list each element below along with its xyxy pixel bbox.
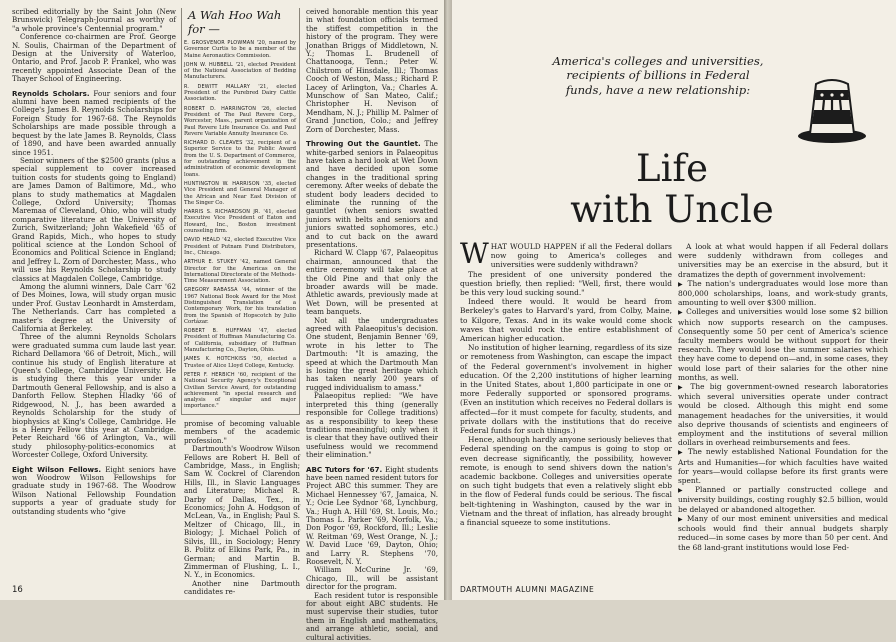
paragraph: Not all the undergraduates agreed with Palaeopitus's decision. One student, Benjamin Benner '69, wrote in his letter to The Dartmouth: "It is amazing, the speed at which the Dartmouth Man is losing the great heritage which has taken nearly 200 years of rugged individualism to amass." (306, 315, 438, 392)
paragraph: Hence, although hardly anyone seriously believes that Federal spending on the campus is going to stop or even decrease significantly, the possibility, however remote, is enough to send shivers down the nation's academic backbone. Colleges and universities operate on such tight budgets that even a relatively slight ebb in the flow of Federal funds could be serious. The fiscal belt-tightening in Washington, caused by the war in Vietnam and the threat of inflation, has already brought a financial squeeze to some institutions. (460, 435, 672, 528)
paragraph-text: Eight seniors have won Woodrow Wilson Fellowships for graduate study in 1967-68. The Woodrow Wilson National Fellowship Foundation supports a year of graduate study for outstanding students who "give (12, 464, 176, 516)
honoree-citation: '26, elected President of The Paul Revere Corp., Worcester, Mass., parent organization of Paul Revere Life Insurance Co. and Paul Revere Variable Annuity Insurance Co. (184, 105, 296, 137)
right-page-column-2 (678, 242, 888, 582)
paragraph: Senior winners of the $2500 grants (plus a special supplement to cover increased tuition costs for students going to England) are James Damon of Baltimore, Md., who plans to study mathematics at Magdalen College, Oxford University; Thomas Maremaa of Cleveland, Ohio, who will study comparative literature at the University of Zurich, Switzerland; John Wakefield '65 of Grand Rapids, Mich., who hopes to study political science at the London School of Economics and Political Science in England; and Jeffrey L. Zorn of Dorchester, Mass., who will use his Reynolds Scholarship to study classics at Magdalen College, Cambridge. (12, 155, 176, 283)
honoree-citation: '21, elected President of the National Association of Bedding Manufacturers. (184, 61, 296, 81)
paragraph: A look at what would happen if all Federal dollars were suddenly withdrawn from colleges and universities may be an exercise in the absurd, but it dramatizes the depth of government involvement: (678, 242, 888, 279)
title-line-2: with Uncle (570, 188, 774, 231)
page-number: 16 (12, 585, 23, 595)
book-gutter (444, 0, 452, 600)
bullet-item (678, 307, 888, 382)
triangle-bullet-icon: ▶ (678, 384, 691, 392)
paragraph (12, 466, 176, 516)
sidebar-entry (184, 62, 296, 81)
triangle-bullet-icon: ▶ (678, 280, 688, 288)
paragraph: Another nine Dartmouth candidates re- (184, 578, 300, 597)
honoree-citation: '32, recipient of a Superior Service to the Public Award from the U. S. Department of Commerce, for outstanding achievement in the administration of economic development loans. (184, 140, 296, 178)
bullet-item (678, 447, 888, 485)
run-in-heading: Eight Wilson Fellows. (12, 464, 102, 474)
honoree-name: HUNTINGTON W. HARRISON (184, 180, 260, 187)
triangle-bullet-icon: ▶ (678, 449, 688, 457)
paragraph: Palaeopitus replied: "We have interpreted this thing (generally responsible for College traditions) as a responsibility to keep these traditions meaningful; only when it is clear that they have outlived their usefulness would we recommend their elimination." (306, 391, 438, 460)
paragraph: promise of becoming valuable members of the academic profession." (184, 419, 300, 445)
bullet-list (678, 279, 888, 552)
sidebar-entry (184, 287, 296, 325)
right-page-column-1 (460, 237, 672, 582)
sidebar-title: A Wah Hoo Wah for — (188, 8, 282, 36)
sidebar-entry (184, 40, 296, 59)
honoree-name: ROBERT D. HARRINGTON (184, 105, 257, 112)
bullet-text: The nation's undergraduates would lose more than 800,000 scholarships, loans, and work-study grants, amounting to well over $300 million. (678, 278, 888, 308)
run-in-heading: Reynolds Scholars. (12, 88, 90, 98)
paragraph: Each resident tutor is responsible for about eight ABC students. He must supervise their studies, tutor them in English and mathematics, and arrange athletic, social, and cultural activities. (306, 590, 438, 642)
sidebar-entry (184, 259, 296, 284)
honoree-name: HARRIS S. RICHARDSON JR. (184, 209, 261, 216)
paragraph (306, 466, 438, 567)
paragraph: Richard W. Clapp '67, Palaeopitus chairman, announced that the entire ceremony will take place at the Old Pine and that only the broader awards will be made. Athletic awards, previously made at Wet Down, will be presented at team banquets. (306, 248, 438, 317)
honoree-name: ROBERT B. HUFFMAN (184, 328, 252, 335)
sidebar-entry (184, 237, 296, 256)
honoree-name: ARTHUR E. STUKEY (184, 259, 238, 266)
left-page (0, 0, 444, 642)
sidebar-entry (184, 356, 296, 369)
paragraph: Conference co-chairmen are Prof. George N. Soulis, Chairman of the Department of Design at the University of Waterloo, Ontario, and Prof. Jacob P. Frankel, who was recently appointed Associate Dean of the Thayer School of Engineering. (12, 32, 176, 84)
sidebar-rule-right (299, 8, 300, 414)
sidebar-entry (184, 140, 296, 178)
article-deck: America's colleges and universities, recipients of billions in Federal funds, have a new relationship: (552, 54, 764, 97)
bullet-text: The newly established National Foundation for the Arts and Humanities—for which faculties have waited for years—would collapse before its first grants were spent. (678, 447, 888, 486)
bullet-text: Colleges and universities would lose some $2 billion which now supports research on the campuses. Consequently some 50 per cent of America's science faculty members would be without support for their research. They would lose the summer salaries which they have come to depend on—and, in some cases, they would lose part of their salaries for the other nine months, as well. (678, 307, 888, 382)
run-in-heading: Throwing Out the Gauntlet. (306, 139, 421, 149)
run-in-heading: ABC Tutors for '67. (306, 464, 383, 474)
bullet-text: Planned or partially constructed college and university buildings, costing roughly $2.5 billion, would be delayed or abandoned altogether. (678, 485, 888, 514)
paragraph (306, 140, 438, 249)
paragraph: The president of one university pondered the question briefly, then replied: "Well, first, there would be this very loud sucking sound." (460, 269, 672, 298)
left-page-column-1 (12, 8, 176, 582)
paragraph (12, 90, 176, 157)
honoree-name: E. GROSVENOR PLOWMAN (184, 40, 255, 46)
triangle-bullet-icon: ▶ (678, 487, 696, 495)
honoree-citation: '41, elected Executive Vice President of Eaton and Howard, Inc., Boston investment counseling firm. (184, 209, 296, 235)
paragraph-text: Four seniors and four alumni have been named recipients of the College's James B. Reynolds Scholarships for Foreign Study for 1967-68. The Reynolds Scholarships are made possible through a bequest by the late James B. Reynolds, Class of 1890, and have been awarded annually since 1951. (12, 88, 176, 157)
right-page (452, 0, 896, 600)
sidebar-entry (184, 328, 296, 353)
honoree-name: GREGORY RABASSA (184, 287, 238, 294)
triangle-bullet-icon: ▶ (678, 515, 687, 523)
honoree-citation: '50, elected a Trustee of Alice Lloyd College, Kentucky. (184, 356, 296, 369)
paragraph: Dartmouth's Woodrow Wilson Fellows are Robert H. Bell of Cambridge, Mass., in English; Sam W. Cockrel of Clarendon Hills, Ill., in Slavic Languages and Literature; Michael R. Darby of Dallas, Tex., in Economics; John A. Hodgson of McLean, Va., in English; Paul S. Meltzer of Chicago, Ill., in Biology; J. Michael Polich of Silvis, Ill., in Sociology; Henry B. Politz of Elkins Park, Pa., in German; and Martin B. Zimmerman of Flushing, L. I., N. Y., in Economics. (184, 444, 300, 580)
honoree-citation: '20, named by Governor Curtis to be a member of the Maine Aeronautics Commission. (184, 40, 296, 59)
paragraph: No institution of higher learning, regardless of its size or remoteness from Washington, can escape the impact of the Federal government's involvement in higher education. Of the 2,200 institutions of higher learning in the United States, about 1,800 participate in one or more Federally supported or sponsored programs. (Even an institution which receives no Federal dollars is affected—for it must compete for faculty, students, and private dollars with the institutions that do receive Federal funds for such things.) (460, 343, 672, 436)
bullet-text: The big government-owned research laboratories which several universities operate under contract would be closed. Although this might end some management headaches for the universities, it would also deprive thousands of scientists and engineers of employment and the institutions of several million dollars in overhead reimbursements and fees. (678, 382, 888, 448)
sidebar-entry (184, 372, 296, 410)
paragraph: ceived honorable mention this year in what foundation officials termed the stiffest competition in the history of the program. They were Jonathan Briggs of Middletown, N. Y.; Thomas L. Brudenell of Chattanooga, Tenn.; Peter W. Chilstrom of Hinsdale, Ill.; Thomas Cooch of Weston, Mass.; Richard P. Lacey of Arlington, Va.; Charles A. Munschow of San Mateo, Calif.; Christopher H. Nevison of Mendham, N. J.; Phillip M. Palmer of Grand Junction, Colo.; and Jeffrey Zorn of Dorchester, Mass. (306, 7, 438, 134)
sidebar-entry (184, 106, 296, 137)
honoree-name: JOHN W. HUBBELL (184, 61, 233, 68)
honoree-citation: '35, elected Vice President and General Manager of the African and Near East Division of The Singer Co. (184, 180, 296, 206)
bullet-item (678, 382, 888, 447)
honoree-citation: '21, elected President of the Purebred Dairy Cattle Association. (184, 83, 296, 103)
honoree-citation: '42, elected Executive Vice President of Putnam Fund Distributors, Inc., Chicago. (184, 237, 296, 256)
honoree-citation: '44, winner of the 1967 National Book Award for the Most Distinguished Translation of a Contemporary Work, for his translation from the Spanish of Hopscotch by Julio Cortázar. (184, 287, 296, 325)
honoree-name: PETER F. HERBICH (184, 371, 235, 378)
magazine-footer: DARTMOUTH ALUMNI MAGAZINE (460, 585, 595, 594)
honoree-citation: '60, recipient of the National Security Agency's Exceptional Civilian Service Award, for outstanding achievement "in special research and analysis of singular and major importance." (184, 371, 296, 410)
paragraph (460, 237, 672, 270)
sidebar-entry (184, 84, 296, 103)
title-line-1: Life (636, 147, 708, 190)
bullet-text: Many of our most eminent universities and medical schools would find their annual budgets sharply reduced—in some cases by more than 50 per cent. And the 68 land-grant institutions would lose Fed- (678, 513, 889, 552)
paragraph: William McCurine Jr. '69, Chicago, Ill., will be assistant director for the program. (306, 565, 438, 592)
sidebar-rule-left (181, 8, 182, 414)
sidebar-list (184, 40, 296, 410)
honoree-citation: '47, elected President of Huffman Manufacturing Co. of California, subsidiary of Huffman Manufacturing Co., Dayton, Ohio. (184, 328, 296, 354)
article-title (562, 148, 782, 230)
paragraph-text: Eight students have been named resident tutors for Project ABC this summer. They are Michael Hennessey '67, Jamaica, N. Y.; Ocie Lee Sydnor '68, Lynchburg, Va.; Hugh A. Hill '69, St. Louis, Mo.; Thomas L. Parker '69, Norfolk, Va.; Don Pogor '69, Rockford, Ill.; Leslie W. Reitman '69, West Orange, N. J.; W. David Luce '69, Dayton, Ohio; and Larry R. Stephens '70, Roosevelt, N. Y. (306, 464, 438, 566)
paragraph: Indeed there would. It would be heard from Berkeley's gates to Harvard's yard, from Colby, Maine, to Kilgore, Texas. And in its wake would come shock waves that would rock the entire establishment of American higher education. (460, 297, 672, 344)
honoree-citation: '42, named General Director for the Americas on the International Directorate of the Methods-Time Measurement Association. (184, 259, 296, 285)
uncle-sam-hat-emblem-icon (794, 70, 870, 146)
sidebar-entry (184, 181, 296, 206)
triangle-bullet-icon: ▶ (678, 309, 687, 317)
wah-hoo-wah-sidebar (184, 8, 296, 414)
sidebar-rule-bottom (181, 414, 300, 415)
honoree-name: R. DEWITT MALLARY (184, 83, 251, 90)
paragraph: scribed editorially by the Saint John (New Brunswick) Telegraph-Journal as worthy of "a whole province's Centennial program." (12, 7, 176, 33)
honoree-name: JAMES K. HOTCHKISS (184, 356, 247, 363)
paragraph-text: The white-garbed seniors in Palaeopitus have taken a hard look at Wet Down and have decided upon some changes in the traditional spring ceremony. After weeks of debate the student body leaders decided to eliminate the running of the gauntlet (when seniors swatted juniors with belts and seniors and juniors swatted sophomores, etc.) and to cut back on the award presentations. (306, 139, 438, 249)
sidebar-entry (184, 209, 296, 234)
left-page-column-3 (306, 7, 438, 642)
bullet-item (678, 514, 888, 552)
bullet-item (678, 485, 888, 514)
honoree-name: RICHARD D. CLEAVES (184, 140, 243, 147)
bullet-item (678, 279, 888, 308)
left-page-column-2-bottom (184, 419, 300, 597)
paragraph-text: if all the Federal dollars now going to America's colleges and universities were suddenly withdrawn? (490, 242, 672, 270)
paragraph: Among the alumni winners, Dale Carr '62 of Des Moines, Iowa, will study organ music under Prof. Gustav Leonhardt in Amsterdam, The Netherlands. Carr has completed a master's degree at the University of California at Berkeley. (12, 282, 176, 334)
honoree-name: DAVID HEALD (184, 237, 221, 244)
lead-in: HAT WOULD HAPPEN (490, 242, 578, 251)
paragraph: Three of the alumni Reynolds Scholars were graduated summa cum laude last year. Richard Dellamora '66 of Detroit, Mich., will continue his study of English literature at Queen's College, Cambridge University. He is studying there this year under a Dartmouth General Fellowship, and is also a Danforth Fellow. Stephen Hladky '66 of Ridgewood, N. J., has been awarded a Reynolds Scholarship for the study of biophysics at King's College, Cambridge. He is a Henry Fellow this year at Cambridge. Peter Reichard '66 of Arlington, Va., will study philosophy-politics-economics at Worcester College, Oxford University. (12, 332, 176, 460)
drop-cap: W (460, 237, 489, 270)
